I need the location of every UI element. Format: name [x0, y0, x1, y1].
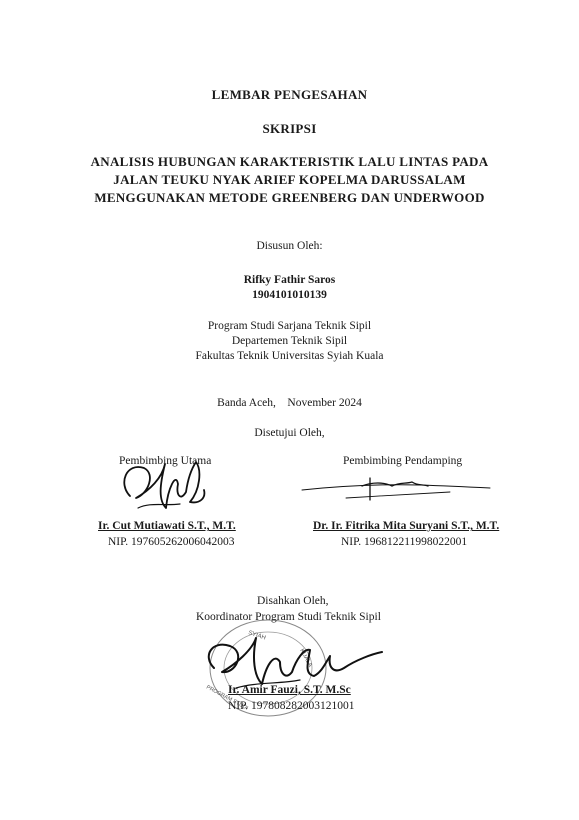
place-date: Banda Aceh, November 2024	[217, 397, 362, 409]
thesis-title-line: JALAN TEUKU NYAK ARIEF KOPELMA DARUSSALAM	[113, 172, 466, 187]
supervisor-second-role: Pembimbing Pendamping	[343, 455, 463, 467]
supervisor-second-nip: NIP. 196812211998022001	[341, 536, 468, 548]
ratification-nip: NIP. 197808282003121001	[228, 700, 355, 712]
supervisor-main-nip: NIP. 197605262006042003	[108, 536, 235, 548]
ratification-label: Disahkan Oleh,	[257, 595, 329, 607]
supervisor-main-name: Ir. Cut Mutiawati S.T., M.T.	[98, 520, 236, 532]
institution-line: Departemen Teknik Sipil	[231, 335, 348, 347]
author-label: Disusun Oleh:	[256, 240, 323, 252]
stamp-text: SYIAH	[247, 630, 267, 642]
supervisor-second-name: Dr. Ir. Fitrika Mita Suryani S.T., M.T.	[313, 520, 500, 532]
institution-line: Fakultas Teknik Universitas Syiah Kuala	[195, 350, 384, 362]
ratification-role: Koordinator Program Studi Teknik Sipil	[196, 611, 381, 623]
thesis-title-line: MENGGUNAKAN METODE GREENBERG DAN UNDERWOOD	[94, 190, 485, 205]
institution-line: Program Studi Sarjana Teknik Sipil	[207, 320, 372, 332]
stamp-text: PROGRAM STUDI	[205, 684, 249, 712]
thesis-title-line: ANALISIS HUBUNGAN KARAKTERISTIK LALU LINTAS PADA	[90, 154, 489, 169]
doc-type: SKRIPSI	[262, 121, 317, 136]
stamp-text: KUALA	[298, 648, 313, 669]
ratification-signature	[196, 628, 386, 708]
approved-label: Disetujui Oleh,	[254, 427, 325, 439]
supervisor-second-signature	[300, 472, 500, 502]
author-name: Rifky Fathir Saros	[243, 274, 336, 286]
author-nim: 1904101010139	[252, 289, 327, 301]
ratification-name: Ir. Amir Fauzi, S.T. M.Sc	[228, 684, 351, 696]
supervisor-main-role: Pembimbing Utama	[119, 455, 212, 467]
sheet-title: LEMBAR PENGESAHAN	[211, 87, 368, 102]
supervisor-main-signature	[110, 448, 220, 528]
